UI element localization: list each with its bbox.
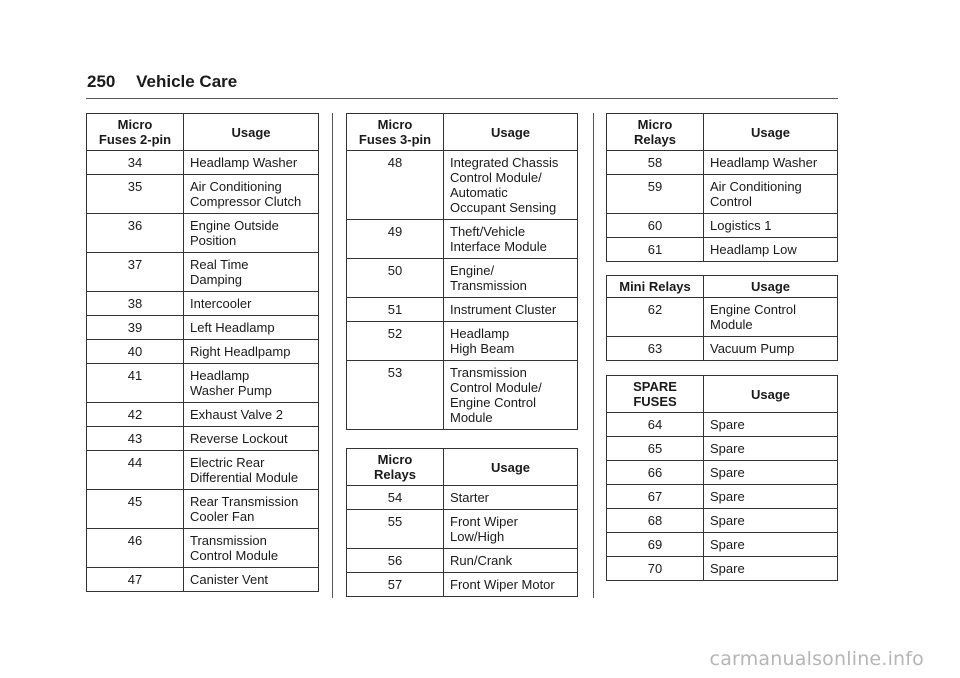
- fuse-number: 43: [87, 427, 184, 451]
- fuse-number: 45: [87, 490, 184, 529]
- fuse-number: 52: [347, 322, 444, 361]
- table-header-row: [607, 376, 838, 413]
- fuse-usage: Transmission Control Module/ Engine Control Module: [444, 361, 578, 430]
- fuse-number: 68: [607, 509, 704, 533]
- fuse-usage: Spare: [704, 533, 838, 557]
- fuse-number: 44: [87, 451, 184, 490]
- table-row: [87, 151, 319, 175]
- table-row: [607, 298, 838, 337]
- fuse-usage: Headlamp Washer: [704, 151, 838, 175]
- fuse-usage: Integrated Chassis Control Module/ Automatic Occupant Sensing: [444, 151, 578, 220]
- fuse-usage: Exhaust Valve 2: [184, 403, 319, 427]
- fuse-usage: Instrument Cluster: [444, 298, 578, 322]
- column-header-usage: Usage: [184, 114, 319, 151]
- micro-fuses-3pin-table: [346, 113, 578, 430]
- fuse-number: 34: [87, 151, 184, 175]
- table-row: [607, 413, 838, 437]
- table-row: [607, 175, 838, 214]
- fuse-number: 42: [87, 403, 184, 427]
- fuse-usage: Spare: [704, 485, 838, 509]
- table-header-row: [607, 114, 838, 151]
- table-row: [87, 175, 319, 214]
- fuse-usage: Spare: [704, 557, 838, 581]
- table-row: [87, 427, 319, 451]
- fuse-number: 67: [607, 485, 704, 509]
- micro-fuses-2pin-table: [86, 113, 319, 592]
- fuse-usage: Transmission Control Module: [184, 529, 319, 568]
- table-row: [607, 509, 838, 533]
- watermark: carmanualsonline.info: [709, 648, 924, 670]
- table-row: [607, 557, 838, 581]
- column-header-id: Micro Relays: [607, 114, 704, 151]
- fuse-usage: Reverse Lockout: [184, 427, 319, 451]
- column-header-usage: Usage: [704, 376, 838, 413]
- column-header-usage: Usage: [704, 276, 838, 298]
- fuse-usage: Headlamp Washer Pump: [184, 364, 319, 403]
- page-number: 250: [87, 72, 116, 91]
- fuse-usage: Engine Control Module: [704, 298, 838, 337]
- table-row: [87, 316, 319, 340]
- fuse-usage: Right Headlpamp: [184, 340, 319, 364]
- spare-fuses-table: [606, 375, 838, 581]
- column-header-id: Micro Fuses 3-pin: [347, 114, 444, 151]
- fuse-usage: Intercooler: [184, 292, 319, 316]
- fuse-usage: Electric Rear Differential Module: [184, 451, 319, 490]
- fuse-usage: Front Wiper Low/High: [444, 510, 578, 549]
- fuse-number: 48: [347, 151, 444, 220]
- fuse-number: 61: [607, 238, 704, 262]
- fuse-number: 40: [87, 340, 184, 364]
- fuse-usage: Engine/ Transmission: [444, 259, 578, 298]
- fuse-usage: Logistics 1: [704, 214, 838, 238]
- column-header-id: Micro Relays: [347, 449, 444, 486]
- table-row: [347, 259, 578, 298]
- column-header-id: Micro Fuses 2-pin: [87, 114, 184, 151]
- fuse-number: 64: [607, 413, 704, 437]
- table-row: [607, 337, 838, 361]
- fuse-usage: Headlamp Low: [704, 238, 838, 262]
- fuse-number: 55: [347, 510, 444, 549]
- fuse-number: 62: [607, 298, 704, 337]
- fuse-number: 49: [347, 220, 444, 259]
- fuse-usage: Theft/Vehicle Interface Module: [444, 220, 578, 259]
- column-header-usage: Usage: [444, 449, 578, 486]
- table-row: [87, 253, 319, 292]
- table-row: [607, 437, 838, 461]
- fuse-usage: Spare: [704, 461, 838, 485]
- table-row: [607, 461, 838, 485]
- table-row: [347, 322, 578, 361]
- table-row: [87, 340, 319, 364]
- table-header-row: [607, 276, 838, 298]
- table-row: [87, 403, 319, 427]
- fuse-usage: Vacuum Pump: [704, 337, 838, 361]
- table-row: [607, 533, 838, 557]
- fuse-number: 54: [347, 486, 444, 510]
- table-row: [607, 238, 838, 262]
- column-divider: [332, 113, 333, 598]
- table-row: [347, 486, 578, 510]
- fuse-number: 63: [607, 337, 704, 361]
- fuse-number: 70: [607, 557, 704, 581]
- column-divider: [593, 113, 594, 598]
- table-header-row: [347, 114, 578, 151]
- table-row: [87, 451, 319, 490]
- micro-relays-table: [606, 113, 838, 262]
- fuse-usage: Canister Vent: [184, 568, 319, 592]
- fuse-usage: Real Time Damping: [184, 253, 319, 292]
- fuse-number: 60: [607, 214, 704, 238]
- table-row: [347, 549, 578, 573]
- column-header-usage: Usage: [444, 114, 578, 151]
- table-row: [347, 220, 578, 259]
- page-header: [87, 72, 237, 92]
- fuse-usage: Left Headlamp: [184, 316, 319, 340]
- table-row: [347, 573, 578, 597]
- table-row: [87, 529, 319, 568]
- table-row: [347, 151, 578, 220]
- fuse-number: 36: [87, 214, 184, 253]
- table-row: [607, 151, 838, 175]
- fuse-usage: Starter: [444, 486, 578, 510]
- fuse-number: 50: [347, 259, 444, 298]
- fuse-number: 57: [347, 573, 444, 597]
- micro-relays-table: [346, 448, 578, 597]
- fuse-number: 38: [87, 292, 184, 316]
- fuse-number: 58: [607, 151, 704, 175]
- fuse-usage: Spare: [704, 437, 838, 461]
- mini-relays-table: [606, 275, 838, 361]
- header-rule: [86, 98, 838, 99]
- column-header-usage: Usage: [704, 114, 838, 151]
- fuse-usage: Front Wiper Motor: [444, 573, 578, 597]
- fuse-usage: Headlamp High Beam: [444, 322, 578, 361]
- table-row: [607, 485, 838, 509]
- table-row: [347, 510, 578, 549]
- table-row: [87, 364, 319, 403]
- fuse-usage: Air Conditioning Compressor Clutch: [184, 175, 319, 214]
- table-header-row: [87, 114, 319, 151]
- table-row: [87, 490, 319, 529]
- table-row: [347, 298, 578, 322]
- column-header-id: SPARE FUSES: [607, 376, 704, 413]
- fuse-number: 37: [87, 253, 184, 292]
- fuse-number: 41: [87, 364, 184, 403]
- fuse-usage: Run/Crank: [444, 549, 578, 573]
- fuse-usage: Spare: [704, 413, 838, 437]
- table-row: [87, 568, 319, 592]
- fuse-number: 39: [87, 316, 184, 340]
- fuse-number: 65: [607, 437, 704, 461]
- fuse-number: 47: [87, 568, 184, 592]
- fuse-number: 66: [607, 461, 704, 485]
- section-title: Vehicle Care: [136, 72, 238, 91]
- fuse-usage: Headlamp Washer: [184, 151, 319, 175]
- fuse-usage: Spare: [704, 509, 838, 533]
- table-row: [347, 361, 578, 430]
- table-row: [87, 292, 319, 316]
- table-row: [607, 214, 838, 238]
- table-row: [87, 214, 319, 253]
- fuse-usage: Air Conditioning Control: [704, 175, 838, 214]
- fuse-number: 56: [347, 549, 444, 573]
- fuse-number: 51: [347, 298, 444, 322]
- fuse-number: 53: [347, 361, 444, 430]
- fuse-number: 46: [87, 529, 184, 568]
- fuse-usage: Engine Outside Position: [184, 214, 319, 253]
- fuse-number: 35: [87, 175, 184, 214]
- column-header-id: Mini Relays: [607, 276, 704, 298]
- fuse-usage: Rear Transmission Cooler Fan: [184, 490, 319, 529]
- table-header-row: [347, 449, 578, 486]
- fuse-number: 69: [607, 533, 704, 557]
- fuse-number: 59: [607, 175, 704, 214]
